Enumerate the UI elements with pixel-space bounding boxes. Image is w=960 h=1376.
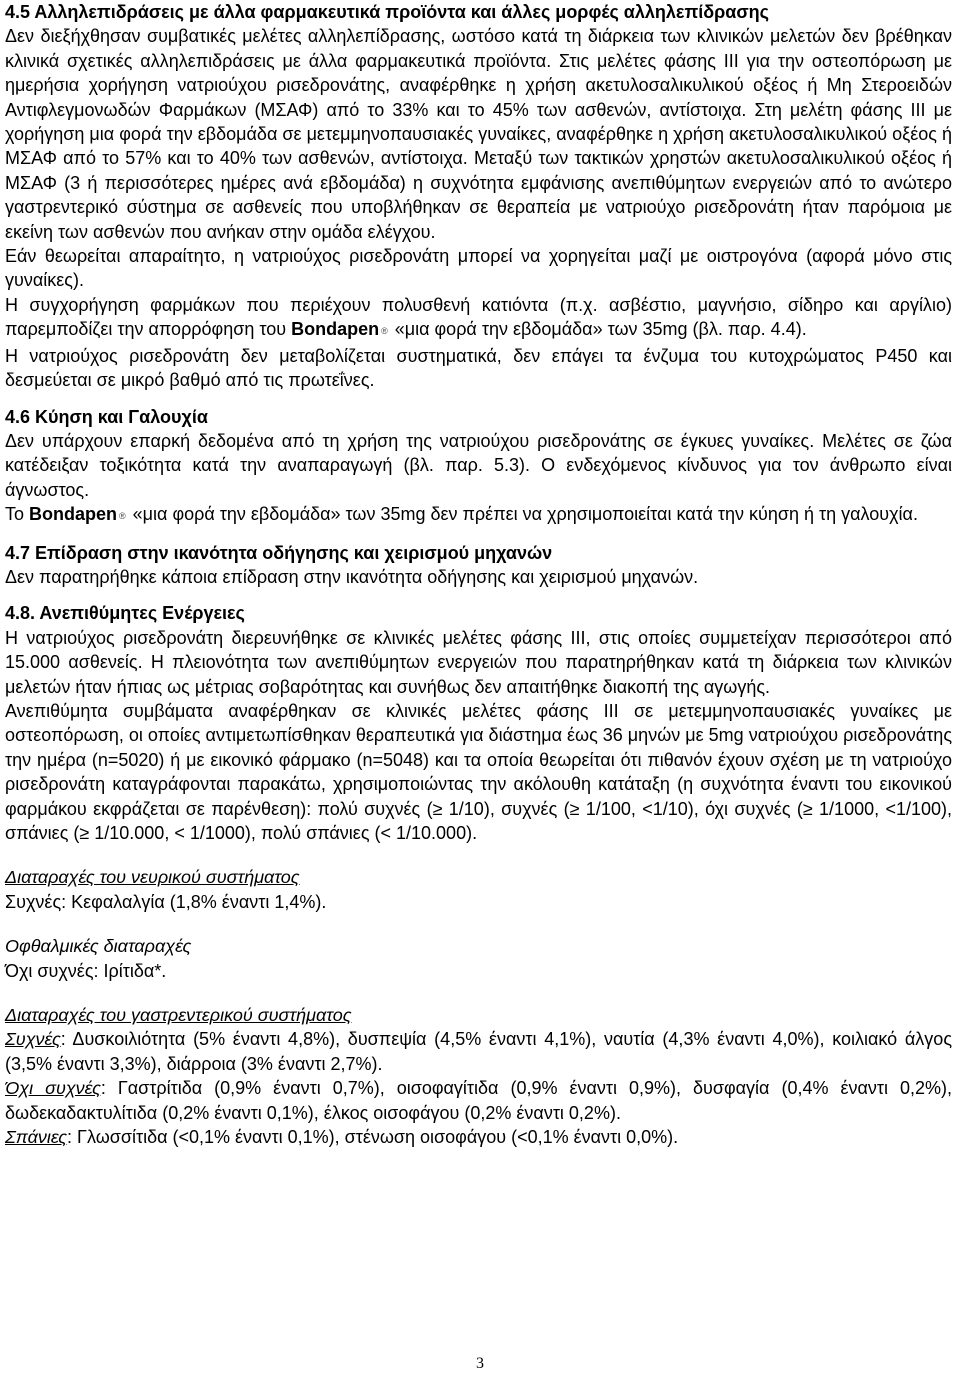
section-4-8-paragraph-1: Η νατριούχος ρισεδρονάτη διερευνήθηκε σε κλινικές μελέτες φάσης III, στις οποίες συμμετείχαν περισσότεροι από 15.000 ασθενείς. Η πλειονότητα των ανεπιθύμητων ενεργειών που παρατηρήθηκαν κατά τη διάρκεια των κλινικών μελετών ήταν ήπιας ως μέτριας σοβαρότητας και συνήθως δεν απαιτήθηκε διακοπή της αγωγής.: [5, 627, 952, 697]
page-number: 3: [476, 1355, 484, 1372]
section-4-7-heading: 4.7 Επίδραση στην ικανότητα οδήγησης και χειρισμού μηχανών: [5, 542, 553, 563]
eye-disorders-line: Όχι συχνές: Ιρίτιδα*.: [5, 960, 167, 981]
section-4-8-heading: 4.8. Ανεπιθύμητες Ενέργειες: [5, 603, 245, 624]
section-4-5-paragraph-4: Η νατριούχος ρισεδρονάτη δεν μεταβολίζεται συστηματικά, δεν επάγει τα ένζυμα του κυτοχρώματος P450 και δεσμεύεται σε μικρό βαθμό από τις πρωτεΐνες.: [5, 345, 952, 391]
brand-name: Bondapen: [29, 504, 118, 525]
gi-line-uncommon: [5, 1076, 952, 1125]
section-4-6-paragraph-1: Δεν υπάρχουν επαρκή δεδομένα από τη χρήση της νατριούχου ρισεδρονάτης σε έγκυες γυναίκες. Μελέτες σε ζώα κατέδειξαν τοξικότητα κατά την αναπαραγωγή (βλ. παρ. 5.3). Ο ενδεχόμενος κίνδυνος για τον άνθρωπο είναι άγνωστος.: [5, 430, 952, 500]
section-4-5-paragraph-1: Δεν διεξήχθησαν συμβατικές μελέτες αλληλεπίδρασης, ωστόσο κατά τη διάρκεια των κλινικών μελετών δεν βρέθηκαν κλινικά σχετικές αλληλεπιδράσεις με άλλα φαρμακευτικά προϊόντα. Στις μελέτες φάσης III για την οστεοπόρωση με ημερήσια χορήγηση νατριούχου ρισεδρονάτης, αναφέρθηκε η χρήση ακετυλοσαλικυλικού οξέος ή Μη Στεροειδών Αντιφλεγμονωδών Φαρμάκων (ΜΣΑΦ) από το 33% και το 45% των ασθενών, αντίστοιχα. Στη μελέτη φάσης III με χορήγηση μια φορά την εβδομάδα σε μετεμμηνοπαυσιακές γυναίκες, αναφέρθηκε η χρήση ακετυλοσαλικυλικού οξέος ή ΜΣΑΦ από το 57% και το 40% των ασθενών, αντίστοιχα. Μεταξύ των τακτικών χρηστών ακετυλοσαλικυλικού οξέος ή ΜΣΑΦ (3 ή περισσότερες ημέρες ανά εβδομάδα) η συχνότητα εμφάνισης ανεπιθύμητων ενεργειών από το ανώτερο γαστρεντερικό σύστημα σε ασθενείς που υποβλήθηκαν σε θεραπεία με νατριούχο ρισεδρονάτη ήταν παρόμοια με εκείνη των ασθενών που ανήκαν στην ομάδα ελέγχου.: [5, 26, 952, 242]
p3-text-end: «μια φορά την εβδομάδα» των 35mg (βλ. παρ. 4.4).: [389, 319, 807, 340]
gi-disorders-heading: Διαταραχές του γαστρεντερικού συστήματος: [5, 1005, 352, 1026]
nervous-system-heading: Διαταραχές του νευρικού συστήματος: [5, 867, 300, 888]
section-4-5-paragraph-3: [5, 293, 952, 344]
frequency-text: : Γλωσσίτιδα (<0,1% έναντι 0,1%), στένωση οισοφάγου (<0,1% έναντι 0,0%).: [67, 1127, 679, 1148]
registered-mark-icon: ®: [381, 326, 388, 337]
section-4-5-heading: 4.5 Αλληλεπιδράσεις με άλλα φαρμακευτικά προϊόντα και άλλες μορφές αλληλεπίδρασης: [5, 2, 770, 22]
eye-disorders-heading: Οφθαλμικές διαταραχές: [5, 936, 192, 957]
gi-line-common: [5, 1027, 952, 1076]
frequency-text: : Δυσκοιλιότητα (5% έναντι 4,8%), δυσπεψία (4,5% έναντι 4,1%), ναυτία (4,3% έναντι 4,0%), κοιλιακό άλγος (3,5% έναντι 3,3%), διάρροια (3% έναντι 2,7%).: [5, 1029, 952, 1074]
section-4-6-paragraph-2: [5, 502, 952, 528]
section-4-6-heading: 4.6 Κύηση και Γαλουχία: [5, 406, 208, 427]
frequency-text: : Γαστρίτιδα (0,9% έναντι 0,7%), οισοφαγίτιδα (0,9% έναντι 0,9%), δυσφαγία (0,4% έναντι 0,2%), δωδεκαδακτυλίτιδα (0,2% έναντι 0,1%), έλκος οισοφάγου (0,2% έναντι 0,2%).: [5, 1078, 953, 1123]
registered-mark-icon: ®: [119, 511, 126, 522]
brand-name: Bondapen: [291, 319, 380, 340]
frequency-label: Σπάνιες: [5, 1127, 68, 1148]
p2-text-start: Το: [5, 504, 30, 525]
frequency-label: Συχνές: [5, 1029, 61, 1050]
gi-line-rare: [5, 1125, 952, 1149]
nervous-system-line: Συχνές: Κεφαλαλγία (1,8% έναντι 1,4%).: [5, 891, 327, 912]
frequency-label: Όχι συχνές: [5, 1078, 101, 1099]
p3-text-start: Η συγχορήγηση φαρμάκων που περιέχουν πολυσθενή κατιόντα (π.χ. ασβέστιο, μαγνήσιο, σίδηρο και αργίλιο) παρεμποδίζει την απορρόφηση του: [5, 294, 952, 340]
section-4-7-paragraph-1: Δεν παρατηρήθηκε κάποια επίδραση στην ικανότητα οδήγησης και χειρισμού μηχανών.: [5, 566, 699, 587]
p2-text-end: «μια φορά την εβδομάδα» των 35mg δεν πρέπει να χρησιμοποιείται κατά την κύηση ή τη γαλουχία.: [127, 504, 918, 525]
section-4-5-paragraph-2: Εάν θεωρείται απαραίτητο, η νατριούχος ρισεδρονάτη μπορεί να χορηγείται μαζί με οιστρογόνα (αφορά μόνο στις γυναίκες).: [5, 246, 952, 291]
section-4-8-paragraph-2: Ανεπιθύμητα συμβάματα αναφέρθηκαν σε κλινικές μελέτες φάσης III σε μετεμμηνοπαυσιακές γυναίκες με οστεοπόρωση, οι οποίες αντιμετωπίσθηκαν θεραπευτικά για διάστημα έως 36 μηνών με 5mg νατριούχου ρισεδρονάτης την ημέρα (n=5020) ή με εικονικό φάρμακο (n=5048) και τα οποία θεωρείται ότι πιθανόν έχουν σχέση με τη νατριούχο ρισεδρονάτη καταγράφονται παρακάτω, χρησιμοποιώντας την ακόλουθη κατάταξη (η συχνότητα έναντι του εικονικού φαρμάκου εκφράζεται σε παρένθεση): πολύ συχνές (≥ 1/10), συχνές (≥ 1/100, <1/10), όχι συχνές (≥ 1/1000, <1/100), σπάνιες (≥ 1/10.000, < 1/1000), πολύ σπάνιες (< 1/10.000).: [5, 700, 952, 843]
document-page: [5, 0, 952, 1149]
